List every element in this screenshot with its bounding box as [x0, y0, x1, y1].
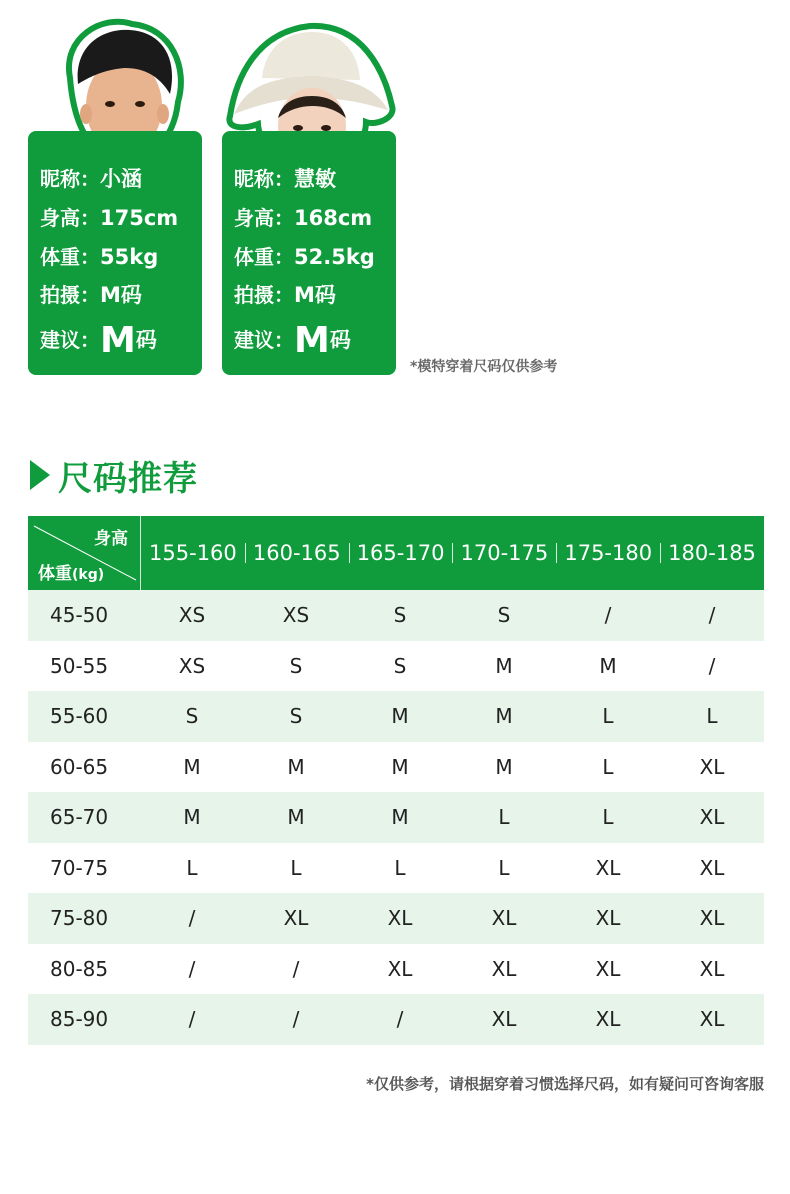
size-cell: / — [292, 956, 300, 981]
height-header-cell: 170-175 — [452, 541, 556, 565]
size-cell: XL — [387, 956, 413, 981]
model-card-xiaohan — [28, 131, 202, 375]
height-label: 身高： — [40, 206, 100, 230]
size-cell: L — [394, 855, 406, 880]
height-value: 168cm — [294, 206, 373, 230]
weight-cell: 70-75 — [50, 855, 109, 880]
table-row — [28, 590, 764, 641]
size-cell: M — [391, 805, 409, 830]
size-cell: S — [497, 603, 511, 628]
size-cell: L — [498, 855, 510, 880]
size-cell: L — [498, 805, 510, 830]
size-cell: XL — [491, 956, 517, 981]
size-cell: S — [185, 704, 199, 729]
size-cell: S — [393, 653, 407, 678]
weight-cell: 50-55 — [50, 653, 109, 678]
size-cell: XL — [699, 754, 725, 779]
model-card-huimin — [222, 131, 396, 375]
size-cell: / — [604, 603, 612, 628]
size-cell: M — [391, 754, 409, 779]
table-row — [28, 742, 764, 793]
model-weight — [40, 243, 158, 271]
table-row — [28, 691, 764, 742]
size-cell: XL — [595, 1007, 621, 1032]
size-cell: M — [183, 754, 201, 779]
size-chart-body — [28, 590, 764, 1045]
size-cell: / — [708, 603, 716, 628]
size-cell: L — [290, 855, 302, 880]
suggest-label: 建议： — [40, 328, 100, 352]
height-header-cells — [141, 516, 764, 590]
weight-cell: 85-90 — [50, 1007, 109, 1032]
size-cell: XL — [595, 906, 621, 931]
model-nickname — [40, 165, 142, 193]
weight-label: 体重： — [234, 245, 294, 269]
height-header-cell: 175-180 — [556, 541, 660, 565]
model-nickname — [234, 165, 336, 193]
size-cell: M — [495, 754, 513, 779]
shot-size-label: 拍摄： — [40, 283, 100, 307]
size-chart-table — [28, 516, 764, 1045]
suggest-size-value: M — [100, 320, 136, 361]
nickname-value: 小涵 — [100, 167, 142, 191]
size-cell: XS — [178, 603, 206, 628]
size-cell: L — [602, 805, 614, 830]
weight-cell: 60-65 — [50, 754, 109, 779]
model-height — [40, 204, 178, 232]
size-cell: XL — [699, 805, 725, 830]
size-cell: XL — [699, 956, 725, 981]
nickname-label: 昵称： — [234, 167, 294, 191]
model-suggested-size — [234, 320, 351, 361]
weight-cell: 80-85 — [50, 956, 109, 981]
model-suggested-size — [40, 320, 157, 361]
suggest-size-suffix: 码 — [329, 328, 351, 352]
size-cell: XL — [699, 855, 725, 880]
size-chart-header — [28, 516, 764, 590]
shot-size-value: M码 — [100, 283, 142, 307]
size-cell: / — [188, 956, 196, 981]
footnote: *仅供参考，请根据穿着习惯选择尺码，如有疑问可咨询客服 — [366, 1075, 764, 1093]
size-cell: M — [391, 704, 409, 729]
height-label: 身高： — [234, 206, 294, 230]
weight-label: 体重： — [40, 245, 100, 269]
size-cell: M — [495, 653, 513, 678]
height-header-cell: 165-170 — [349, 541, 453, 565]
size-cell: M — [287, 805, 305, 830]
size-cell: XL — [699, 906, 725, 931]
size-cell: XL — [699, 1007, 725, 1032]
table-row — [28, 792, 764, 843]
corner-weight-text: 体重 — [38, 564, 72, 584]
weight-cell: 75-80 — [50, 906, 109, 931]
height-value: 175cm — [100, 206, 179, 230]
size-cell: XL — [387, 906, 413, 931]
suggest-size-suffix: 码 — [135, 328, 157, 352]
size-cell: XS — [282, 603, 310, 628]
size-cell: M — [183, 805, 201, 830]
table-row — [28, 843, 764, 894]
size-cell: S — [289, 653, 303, 678]
height-header-cell: 155-160 — [149, 541, 237, 565]
size-cell: L — [602, 704, 614, 729]
size-cell: / — [396, 1007, 404, 1032]
size-cell: L — [602, 754, 614, 779]
weight-value: 55kg — [100, 245, 159, 269]
size-cell: XS — [178, 653, 206, 678]
size-cell: S — [289, 704, 303, 729]
section-title-text: 尺码推荐 — [58, 458, 198, 499]
corner-weight-label — [38, 559, 104, 584]
model-weight — [234, 243, 375, 271]
size-cell: XL — [595, 956, 621, 981]
model-shot-size — [234, 281, 336, 309]
table-row — [28, 944, 764, 995]
size-cell: / — [292, 1007, 300, 1032]
model-size-note: *模特穿着尺码仅供参考 — [410, 359, 558, 375]
size-cell: L — [186, 855, 198, 880]
nickname-label: 昵称： — [40, 167, 100, 191]
suggest-label: 建议： — [234, 328, 294, 352]
corner-weight-unit: (kg) — [72, 567, 105, 583]
table-row — [28, 893, 764, 944]
table-row — [28, 641, 764, 692]
shot-size-value: M码 — [294, 283, 336, 307]
size-cell: XL — [283, 906, 309, 931]
size-cell: / — [708, 653, 716, 678]
size-cell: XL — [491, 906, 517, 931]
size-cell: XL — [491, 1007, 517, 1032]
size-cell: M — [287, 754, 305, 779]
weight-cell: 55-60 — [50, 704, 109, 729]
weight-value: 52.5kg — [294, 245, 375, 269]
model-shot-size — [40, 281, 142, 309]
size-cell: XL — [595, 855, 621, 880]
nickname-value: 慧敏 — [294, 167, 336, 191]
weight-cell: 45-50 — [50, 603, 109, 628]
suggest-size-value: M — [294, 320, 330, 361]
shot-size-label: 拍摄： — [234, 283, 294, 307]
weight-cell: 65-70 — [50, 805, 109, 830]
height-header-cell: 180-185 — [660, 541, 764, 565]
triangle-arrow-icon — [30, 460, 50, 490]
size-cell: L — [706, 704, 718, 729]
size-cell: / — [188, 1007, 196, 1032]
height-header-cell: 160-165 — [245, 541, 349, 565]
corner-height-label: 身高 — [94, 529, 128, 549]
size-cell: S — [393, 603, 407, 628]
model-height — [234, 204, 372, 232]
size-cell: / — [188, 906, 196, 931]
section-title — [30, 450, 198, 500]
size-cell: M — [599, 653, 617, 678]
size-cell: M — [495, 704, 513, 729]
table-corner-cell — [28, 516, 141, 590]
table-row — [28, 994, 764, 1045]
